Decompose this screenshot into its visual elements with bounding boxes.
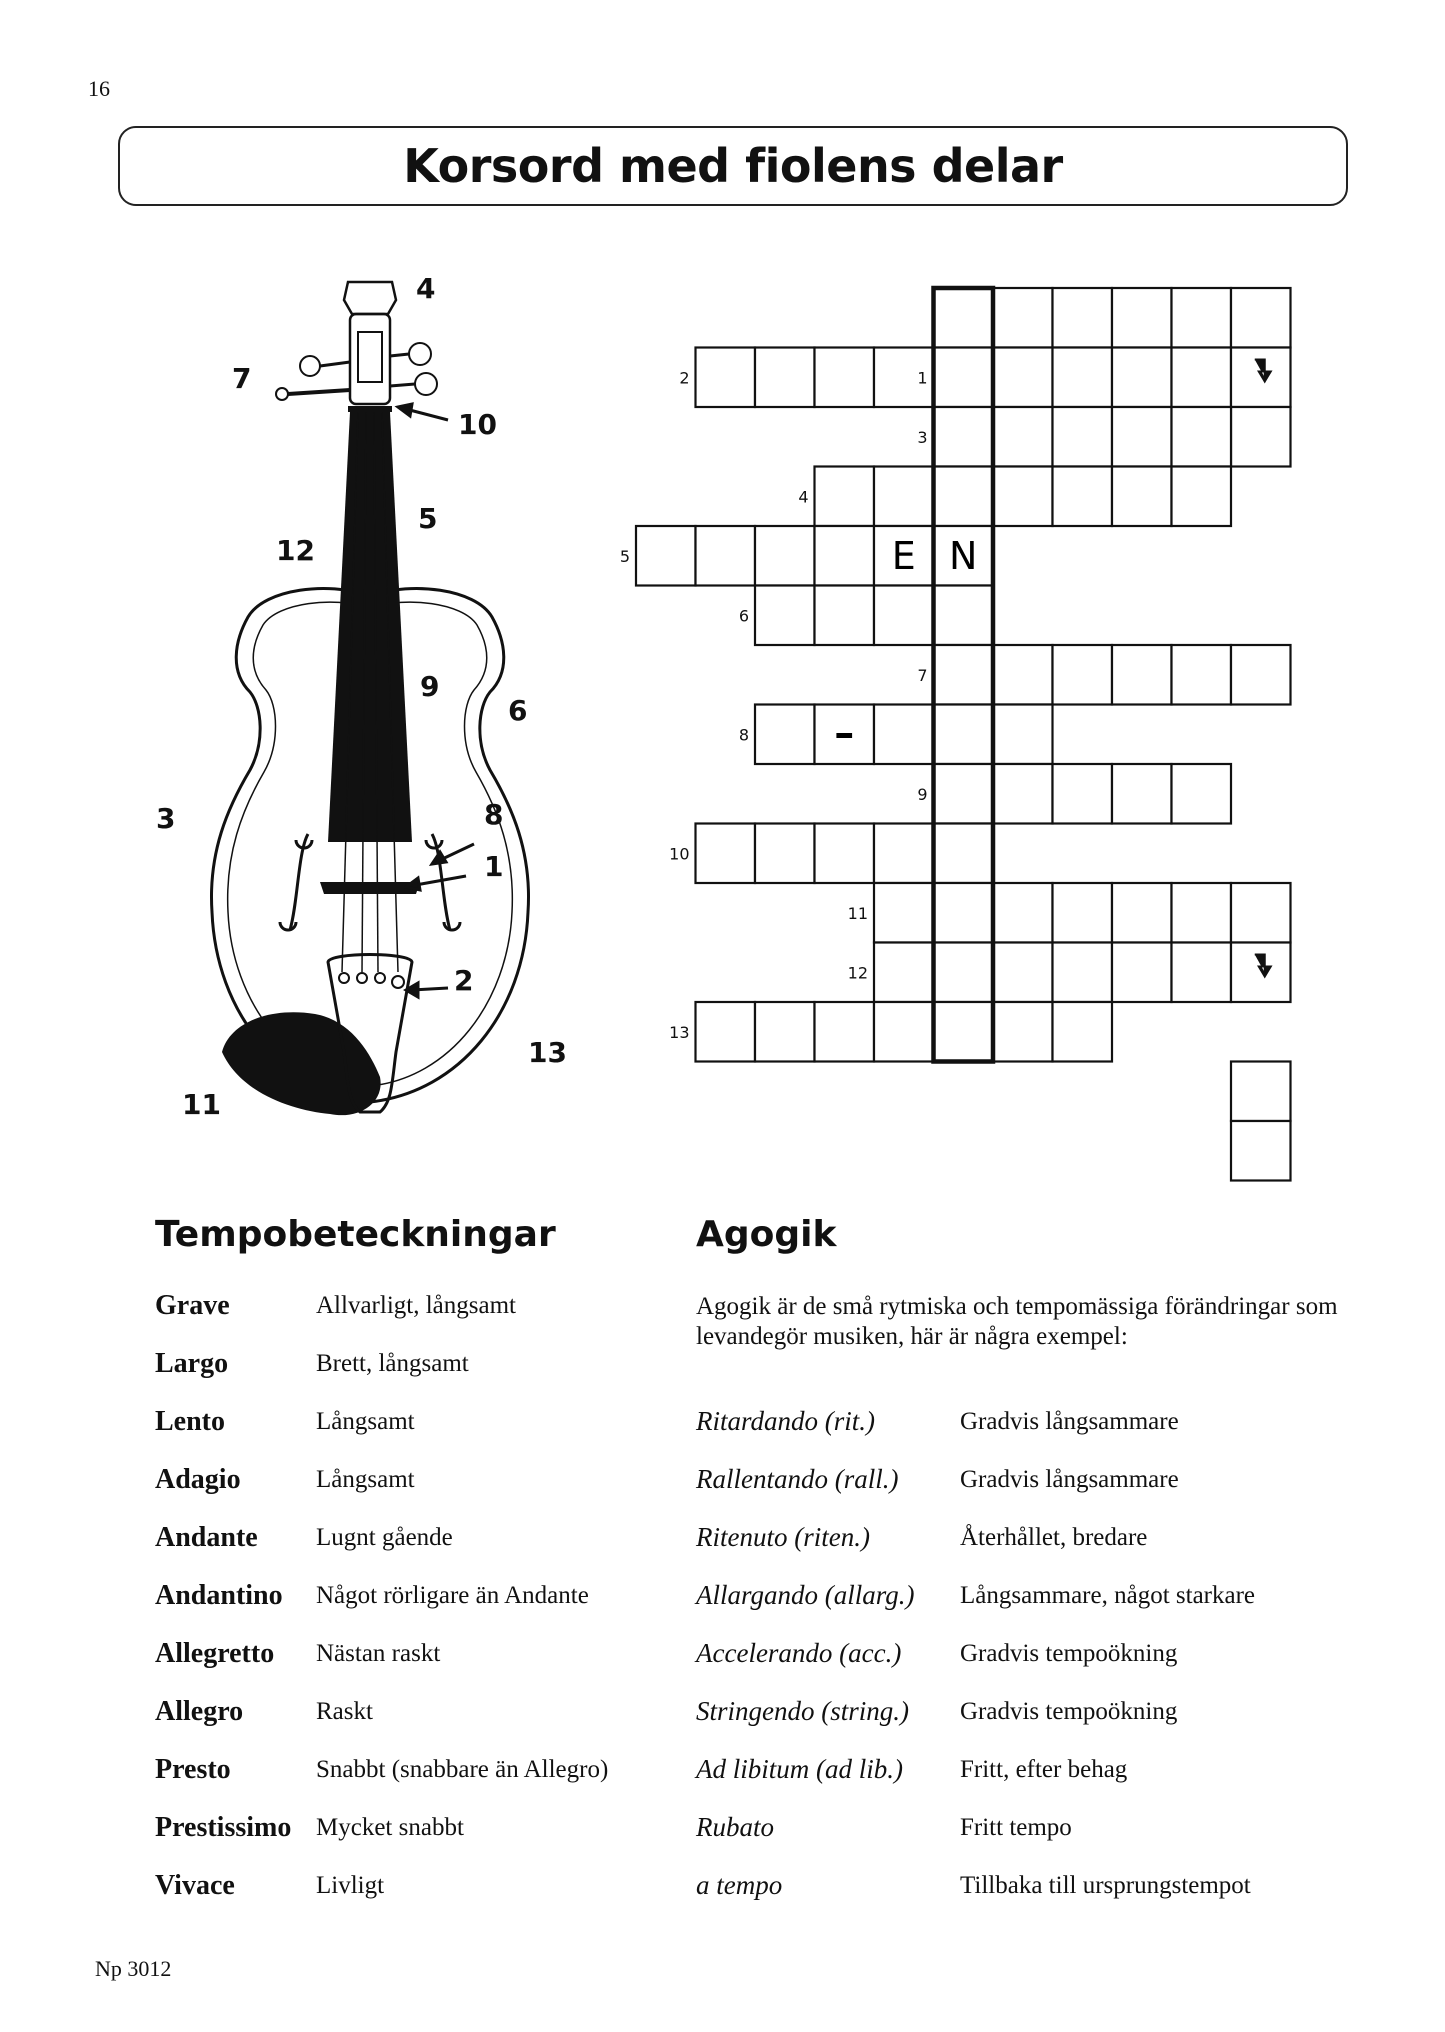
crossword-cell[interactable] bbox=[815, 467, 875, 527]
clue-number: 1 bbox=[917, 368, 928, 388]
clue-number: 11 bbox=[847, 903, 868, 923]
clue-number: 9 bbox=[917, 784, 928, 804]
crossword-cell[interactable] bbox=[696, 526, 756, 586]
crossword-cell[interactable] bbox=[993, 705, 1053, 765]
crossword-cell[interactable] bbox=[993, 348, 1053, 408]
clue-number: 8 bbox=[738, 725, 749, 745]
crossword-cell[interactable] bbox=[1231, 943, 1291, 1003]
crossword-cell[interactable] bbox=[755, 586, 815, 646]
chinrest bbox=[222, 1012, 381, 1115]
crossword-cell[interactable] bbox=[1231, 645, 1291, 705]
crossword-cell[interactable] bbox=[1112, 943, 1172, 1003]
violin-label: 7 bbox=[232, 362, 252, 395]
crossword-cell[interactable] bbox=[1053, 1002, 1113, 1062]
tempo-term: Largo bbox=[155, 1348, 229, 1379]
crossword-cell[interactable] bbox=[755, 348, 815, 408]
crossword-cell[interactable] bbox=[1172, 288, 1232, 348]
crossword-cell[interactable] bbox=[874, 824, 934, 884]
tempo-term: Andantino bbox=[155, 1580, 283, 1611]
crossword-cell[interactable] bbox=[1053, 645, 1113, 705]
tempo-term: Lento bbox=[155, 1406, 225, 1437]
crossword-cell[interactable] bbox=[815, 586, 875, 646]
crossword-cell[interactable] bbox=[1172, 407, 1232, 467]
agogik-description: Fritt, efter behag bbox=[960, 1756, 1128, 1783]
crossword-cell[interactable] bbox=[1053, 288, 1113, 348]
tempo-description: Lugnt gående bbox=[316, 1524, 453, 1551]
crossword-cell[interactable] bbox=[993, 943, 1053, 1003]
crossword-cell[interactable] bbox=[1231, 1121, 1291, 1181]
crossword-cell[interactable] bbox=[1112, 883, 1172, 943]
tempo-description: Mycket snabbt bbox=[316, 1814, 464, 1841]
violin-label: 1 bbox=[484, 850, 504, 883]
crossword-cell[interactable] bbox=[696, 824, 756, 884]
crossword-cell[interactable] bbox=[1053, 348, 1113, 408]
tempo-description: Brett, långsamt bbox=[316, 1350, 469, 1377]
given-letter: N bbox=[949, 533, 978, 578]
clue-number: 3 bbox=[917, 427, 928, 447]
tempo-description: Nästan raskt bbox=[316, 1640, 441, 1667]
clue-number: 13 bbox=[669, 1022, 690, 1042]
crossword-grid bbox=[600, 270, 1320, 1190]
crossword-cell[interactable] bbox=[874, 883, 934, 943]
crossword-cell[interactable] bbox=[1053, 407, 1113, 467]
crossword-cell[interactable] bbox=[1231, 348, 1291, 408]
fingerboard bbox=[328, 412, 412, 842]
footer-code: Np 3012 bbox=[95, 1956, 172, 1981]
crossword-cell[interactable] bbox=[1172, 348, 1232, 408]
crossword-cell[interactable] bbox=[934, 348, 994, 408]
agogik-term: Rallentando (rall.) bbox=[696, 1464, 899, 1494]
tempo-term: Allegretto bbox=[155, 1638, 275, 1669]
violin-label: 8 bbox=[484, 798, 504, 831]
agogik-heading: Agogik bbox=[696, 1214, 837, 1255]
agogik-term: Ritenuto (riten.) bbox=[696, 1522, 870, 1552]
crossword-cell[interactable] bbox=[934, 288, 994, 348]
crossword-cell[interactable] bbox=[1231, 1062, 1291, 1122]
crossword-cell[interactable] bbox=[934, 883, 994, 943]
hyphen-mark: – bbox=[834, 710, 855, 757]
crossword-cell[interactable] bbox=[993, 467, 1053, 527]
violin-label: 12 bbox=[276, 534, 315, 567]
violin-label: 5 bbox=[418, 502, 438, 535]
tempo-term: Presto bbox=[155, 1754, 231, 1785]
crossword-cell[interactable] bbox=[1231, 883, 1291, 943]
agogik-description: Gradvis långsammare bbox=[960, 1466, 1179, 1493]
violin-label: 13 bbox=[528, 1036, 567, 1069]
crossword-cell[interactable] bbox=[1172, 467, 1232, 527]
tempo-description: Långsamt bbox=[316, 1408, 415, 1435]
crossword-cell[interactable] bbox=[1172, 764, 1232, 824]
crossword-cell[interactable] bbox=[934, 1002, 994, 1062]
violin-label: 11 bbox=[182, 1088, 221, 1121]
violin-label: 3 bbox=[156, 802, 176, 835]
page-title: Korsord med fiolens delar bbox=[403, 139, 1063, 193]
crossword-cell[interactable] bbox=[1172, 943, 1232, 1003]
clue-number: 7 bbox=[917, 665, 928, 685]
agogik-term: Stringendo (string.) bbox=[696, 1696, 909, 1726]
violin-scroll bbox=[344, 282, 396, 314]
crossword-cell[interactable] bbox=[696, 1002, 756, 1062]
crossword-cell[interactable] bbox=[874, 467, 934, 527]
agogik-description: Långsammare, något starkare bbox=[960, 1582, 1256, 1609]
crossword-cell[interactable] bbox=[874, 586, 934, 646]
crossword-cell[interactable] bbox=[755, 824, 815, 884]
crossword-cell[interactable] bbox=[1112, 288, 1172, 348]
crossword-cell[interactable] bbox=[934, 824, 994, 884]
crossword-cell[interactable] bbox=[755, 1002, 815, 1062]
crossword-cell[interactable] bbox=[993, 645, 1053, 705]
agogik-term: Accelerando (acc.) bbox=[696, 1638, 902, 1668]
violin-label: 4 bbox=[416, 272, 436, 305]
agogik-description: Fritt tempo bbox=[960, 1814, 1072, 1841]
clue-number: 4 bbox=[798, 487, 809, 507]
crossword-cell[interactable] bbox=[1231, 288, 1291, 348]
crossword-cell[interactable] bbox=[1112, 348, 1172, 408]
crossword-cell[interactable] bbox=[1172, 883, 1232, 943]
f-hole-left bbox=[280, 834, 312, 930]
crossword-cell[interactable] bbox=[874, 705, 934, 765]
crossword-cell[interactable] bbox=[755, 526, 815, 586]
agogik-description: Tillbaka till ursprungstempot bbox=[960, 1872, 1251, 1899]
tempo-term: Andante bbox=[155, 1522, 258, 1553]
crossword-cell[interactable] bbox=[1112, 407, 1172, 467]
agogik-term: a tempo bbox=[696, 1870, 783, 1900]
crossword-cell[interactable] bbox=[874, 1002, 934, 1062]
violin-label: 2 bbox=[454, 964, 474, 997]
crossword-cell[interactable] bbox=[993, 764, 1053, 824]
agogik-description: Återhållet, bredare bbox=[960, 1524, 1148, 1551]
tempo-term: Prestissimo bbox=[155, 1812, 292, 1843]
violin-label: 9 bbox=[420, 670, 440, 703]
clue-number: 6 bbox=[738, 606, 749, 626]
crossword-cell[interactable] bbox=[934, 705, 994, 765]
title-box bbox=[118, 126, 1348, 206]
crossword-cell[interactable] bbox=[815, 526, 875, 586]
tempo-description: Raskt bbox=[316, 1698, 373, 1725]
crossword-cell[interactable] bbox=[993, 883, 1053, 943]
tempo-term: Vivace bbox=[155, 1870, 235, 1901]
crossword-cell[interactable] bbox=[934, 645, 994, 705]
crossword-cell[interactable] bbox=[934, 407, 994, 467]
crossword-cell[interactable] bbox=[1172, 645, 1232, 705]
crossword-cell[interactable] bbox=[993, 288, 1053, 348]
clue-number: 10 bbox=[669, 844, 690, 864]
agogik-term: Ritardando (rit.) bbox=[696, 1406, 875, 1436]
tempo-term: Grave bbox=[155, 1290, 230, 1321]
violin-label: 10 bbox=[458, 408, 497, 441]
given-letter: E bbox=[891, 533, 916, 578]
crossword-cell[interactable] bbox=[1112, 764, 1172, 824]
tempo-description: Allvarligt, långsamt bbox=[316, 1292, 516, 1319]
crossword-cell[interactable] bbox=[874, 943, 934, 1003]
tempo-term: Allegro bbox=[155, 1696, 244, 1727]
crossword-cell[interactable] bbox=[696, 348, 756, 408]
crossword-cell[interactable] bbox=[993, 407, 1053, 467]
crossword-cell[interactable] bbox=[934, 586, 994, 646]
crossword-cell[interactable] bbox=[815, 824, 875, 884]
page-number: 16 bbox=[88, 76, 110, 101]
agogik-intro: Agogik är de små rytmiska och tempomässiga förändringar som levandegör musiken, här är några exempel: bbox=[696, 1293, 1338, 1350]
tempo-description: Snabbt (snabbare än Allegro) bbox=[316, 1756, 609, 1783]
crossword-cell[interactable] bbox=[934, 764, 994, 824]
agogik-description: Gradvis tempoökning bbox=[960, 1640, 1178, 1667]
agogik-description: Gradvis tempoökning bbox=[960, 1698, 1178, 1725]
crossword-cell[interactable] bbox=[815, 348, 875, 408]
agogik-term: Rubato bbox=[696, 1812, 774, 1842]
agogik-description: Gradvis långsammare bbox=[960, 1408, 1179, 1435]
agogik-term: Ad libitum (ad lib.) bbox=[696, 1754, 903, 1784]
clue-number: 12 bbox=[847, 963, 868, 983]
crossword-cell[interactable] bbox=[1053, 883, 1113, 943]
crossword-cell[interactable] bbox=[993, 1002, 1053, 1062]
tempo-description: Något rörligare än Andante bbox=[316, 1582, 589, 1609]
tempo-description: Långsamt bbox=[316, 1466, 415, 1493]
crossword-cell[interactable] bbox=[1053, 764, 1113, 824]
agogik-term: Allargando (allarg.) bbox=[696, 1580, 915, 1610]
crossword-cell[interactable] bbox=[1112, 467, 1172, 527]
crossword-cell[interactable] bbox=[934, 943, 994, 1003]
tempo-heading: Tempobeteckningar bbox=[155, 1214, 556, 1255]
crossword-cell[interactable] bbox=[755, 705, 815, 765]
tempo-description: Livligt bbox=[316, 1872, 385, 1899]
crossword-cell[interactable] bbox=[1112, 645, 1172, 705]
violin-illustration bbox=[130, 262, 610, 1142]
clue-number: 5 bbox=[619, 546, 630, 566]
crossword-cell[interactable] bbox=[1231, 407, 1291, 467]
crossword-cell[interactable] bbox=[815, 1002, 875, 1062]
crossword-cell[interactable] bbox=[1053, 467, 1113, 527]
crossword-cell[interactable] bbox=[934, 467, 994, 527]
clue-number: 2 bbox=[679, 368, 690, 388]
tempo-term: Adagio bbox=[155, 1464, 241, 1495]
crossword-cell[interactable] bbox=[1053, 943, 1113, 1003]
violin-label: 6 bbox=[508, 694, 528, 727]
crossword-cell[interactable] bbox=[636, 526, 696, 586]
